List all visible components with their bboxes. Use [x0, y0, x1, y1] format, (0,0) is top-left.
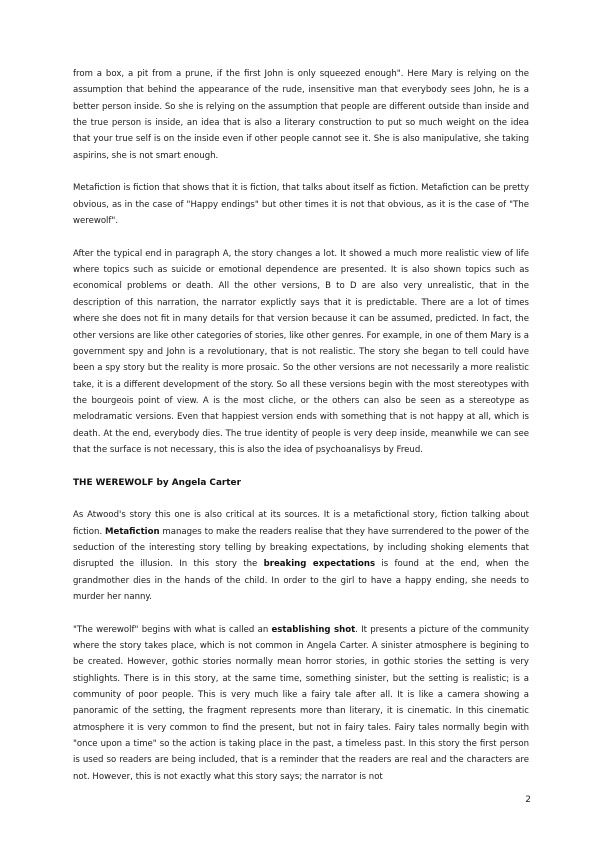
- text-run: As Atwood's story this one is also critical at its sources. It is a metafictional story, fiction talking about fiction.: [73, 510, 529, 537]
- page-number: 2: [525, 795, 531, 805]
- bold-term-establishing-shot: establishing shot: [271, 624, 356, 635]
- text-run: manages to make the readers realise that they have surrendered to the power of the seduction of the interesting story telling by breaking expectations, by including shoking elements that disrupted the illusion. In this story the: [73, 526, 529, 570]
- bold-term-breaking-expectations: breaking expectations: [263, 559, 376, 570]
- bold-term-metafiction: Metafiction: [105, 526, 160, 537]
- text-run: "The werewolf" begins with what is called an: [73, 624, 272, 635]
- page-body: [73, 66, 529, 801]
- text-run: is found at the end, when the grandmother dies in the hands of the child. In order to the girl to have a happy ending, she needs to murder her nanny.: [73, 559, 529, 602]
- section-heading: THE WEREWOLF by Angela Carter: [73, 477, 241, 488]
- paragraph-werewolf-metafiction: [73, 507, 529, 605]
- paragraph-story-versions: After the typical end in paragraph A, the story changes a lot. It showed a much more realistic view of life where topics such as suicide or emotional dependence are presented. It is also shown topics such as economical problems or death. All the other versions, B to D are also very unrealistic, that in the description of this narration, the narrator explictly says that it is predictable. There are a lot of times where she does not fit in many details for that version because it can be assumed, predicted. In fact, the other versions are like other categories of stories, like other genres. For example, in one of them Mary is a government spy and John is a revolutionary, that is not realistic. The story she began to tell could have been a spy story but the reality is more prosaic. So the other versions are not necessarily a more realistic take, it is a different development of the story. So all these versions begin with the most stereotypes with the bourgeois point of view. A is the most cliche, or the others can also be seen as a stereotype as melodramatic versions. Even that happiest version ends with something that is not happy at all, which is death. At the end, everybody dies. The true identity of people is very deep inside, meanwhile we can see that the surface is not necessary, this is also the idea of psychoanalisys by Freud.: [73, 248, 529, 455]
- paragraph-establishing-shot: [73, 622, 529, 785]
- paragraph-metafiction-definition: Metafiction is fiction that shows that it is fiction, that talks about itself as fiction. Metafiction can be pretty obvious, as in the case of "Happy endings" but other times it is not that obvious, as it is the case of "The werewolf".: [73, 183, 529, 227]
- text-run: . It presents a picture of the community where the story takes place, which is not common in Angela Carter. A sinister atmosphere is begining to be created. However, gothic stories normally mean horror stories, in gothic stories the setting is very stighlights. There is in this story, at the same time, something sinister, but the setting is realistic; is a community of poor people. This is very much like a fairy tale after all. It is like a camera showing a panoramic of the setting, the fragment represents more than literary, it is cinematic. In this cinematic atmosphere it is very common to find the present, but not in fairy tales. Fairy tales normally begin with "once upon a time" so the action is taking place in the past, a timeless past. In this story the first person is used so readers are being included, that is a reminder that the readers are real and the characters are not. However, this is not exactly what this story says; the narrator is not: [73, 624, 529, 782]
- paragraph-mary-john: from a box, a pit from a prune, if the first John is only squeezed enough". Here Mary is relying on the assumption that behind the appearance of the rude, insensitive man that everybody sees John, he is a better person inside. So she is relying on the assumption that people are different outside than inside and the true person is inside, an idea that is also a literary construction to put so much weight on the idea that your true self is on the inside even if other people cannot see it. She is also manipulative, she taking aspirins, she is not smart enough.: [73, 69, 529, 161]
